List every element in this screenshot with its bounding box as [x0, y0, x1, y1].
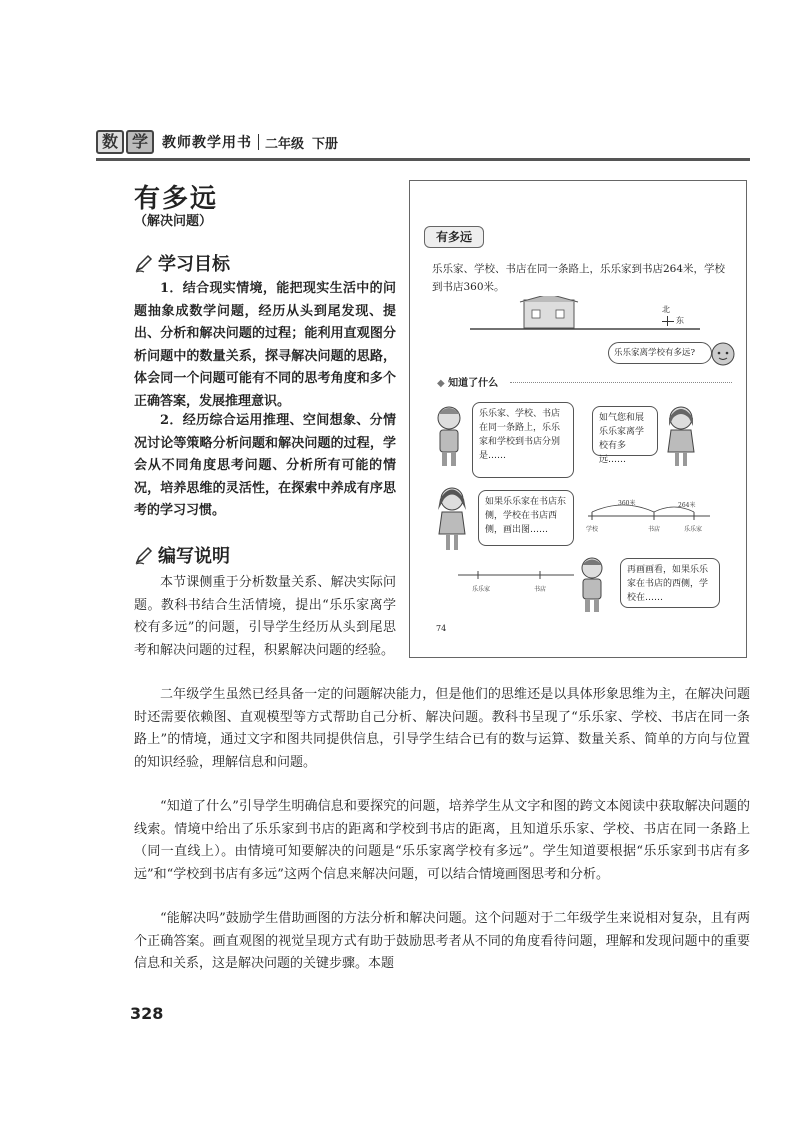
page-header — [96, 130, 338, 154]
boy-figure — [432, 404, 466, 468]
question-bubble: 乐乐家离学校有多远? — [608, 342, 712, 364]
chevron-right-icon: ◆ — [437, 378, 449, 389]
speech-bubble-2: 如气您和展乐乐家离学校有多远…… — [592, 406, 658, 456]
grade-label: 二年级 — [265, 136, 305, 152]
know-title: 知道了什么 — [448, 378, 499, 389]
label-school: 学校 — [586, 526, 599, 533]
compass-east: 东 — [676, 316, 684, 325]
speech-bubble-3: 如果乐乐家在书店东侧，学校在书店西侧，画出图…… — [478, 490, 574, 546]
child-face-icon — [710, 340, 736, 368]
writing-title: 编写说明 — [158, 546, 230, 567]
objective-2: 2．经历综合运用推理、空间想象、分情况讨论等策略分析问题和解决问题的过程，学会从不同角度思考问题、分析所有可能的情况，培养思维的灵活性，在探索中养成有序思考的学习习惯。 — [134, 413, 396, 518]
writing-paragraph-2: 二年级学生虽然已经具备一定的问题解决能力，但是他们的思维还是以具体形象思维为主，在解决问题时还需要依赖图、直观模型等方式帮助自己分析、解决问题。教科书呈现了“乐乐家、学校、书店在同一条路上”的情境，通过文字和图共同提供信息，引导学生结合已有的数与运算、数量关系、简单的方向与位置的知识经验，理解信息和问题。 — [134, 687, 750, 770]
label-home: 乐乐家 — [684, 526, 703, 533]
header-rule — [96, 158, 750, 161]
number-line-2 — [456, 568, 576, 582]
boy-figure-2 — [576, 556, 608, 614]
lesson-subtitle: （解决问题） — [134, 214, 213, 229]
page-number: 328 — [130, 1004, 164, 1023]
book-title: 教师教学用书 — [162, 135, 253, 151]
speech-bubble-4: 再画画看，如果乐乐家在书店的西侧，学校在…… — [620, 558, 720, 608]
writing-paragraph-3: “知道了什么”引导学生明确信息和要探究的问题，培养学生从文字和图的跨文本阅读中获取解决问题的线索。情境中给出了乐乐家到书店的距离和学校到书店的距离，且知道乐乐家、学校、书店在同一条路上（同一直线上）。由情境可知要解决的问题是“乐乐家离学校有多远”。学生知道要根据“乐乐家到书店有多远”和“学校到书店有多远”这两个信息来解决问题，可以结合情境画图思考和分析。 — [134, 799, 750, 882]
know-divider — [510, 382, 732, 383]
logo-char-2: 学 — [126, 130, 154, 154]
label-home-2: 乐乐家 — [472, 586, 491, 593]
label-store-2: 书店 — [534, 586, 547, 593]
girl-figure-2 — [434, 484, 470, 552]
objectives-heading — [134, 250, 230, 276]
speech-bubble-1: 乐乐家、学校、书店在同一条路上，乐乐家和学校到书店分别是…… — [472, 402, 574, 478]
pencil-icon — [134, 253, 154, 273]
school-building — [524, 300, 574, 328]
compass-north: 北 — [662, 305, 670, 314]
lesson-title: 有多远 — [134, 184, 219, 214]
know-heading — [437, 374, 498, 389]
logo-char-1: 数 — [96, 130, 124, 154]
textbook-page-number: 74 — [436, 624, 447, 633]
compass — [662, 304, 684, 326]
label-store: 书店 — [648, 526, 661, 533]
objectives-title: 学习目标 — [158, 254, 230, 275]
textbook-title: 有多远 — [424, 226, 484, 248]
textbook-problem: 乐乐家、学校、书店在同一条路上，乐乐家到书店264米，学校到书店360米。 — [432, 263, 726, 293]
distance-label-264: 264米 — [678, 502, 696, 509]
writing-paragraph-4: “能解决吗”鼓励学生借助画图的方法分析和解决问题。这个问题对于二年级学生来说相对复杂，且有两个正确答案。画直观图的视觉呈现方式有助于鼓励思考者从不同的角度看待问题，理解和发现问题中的重要信息和关系，这是解决问题的关键步骤。本题 — [134, 911, 750, 971]
writing-heading — [134, 542, 230, 568]
writing-paragraph-1: 本节课侧重于分析数量关系、解决实际问题。教科书结合生活情境，提出“乐乐家离学校有多远”的问题，引导学生经历从头到尾思考和解决问题的过程，积累解决问题的经验。 — [134, 575, 396, 658]
girl-figure — [664, 404, 698, 468]
pencil-icon — [134, 545, 154, 565]
header-divider — [258, 134, 259, 150]
compass-cross-icon — [662, 316, 674, 326]
semester-label: 下册 — [312, 136, 339, 152]
distance-label-360: 360米 — [618, 500, 636, 507]
objective-1: 1．结合现实情境，能把现实生活中的问题抽象成数学问题，经历从头到尾发现、提出、分析和解决问题的过程；能利用直观图分析问题中的数量关系，探寻解决问题的思路，体会同一个问题可能有不同的思考角度和多个正确答案，发展推理意识。 — [134, 281, 396, 409]
